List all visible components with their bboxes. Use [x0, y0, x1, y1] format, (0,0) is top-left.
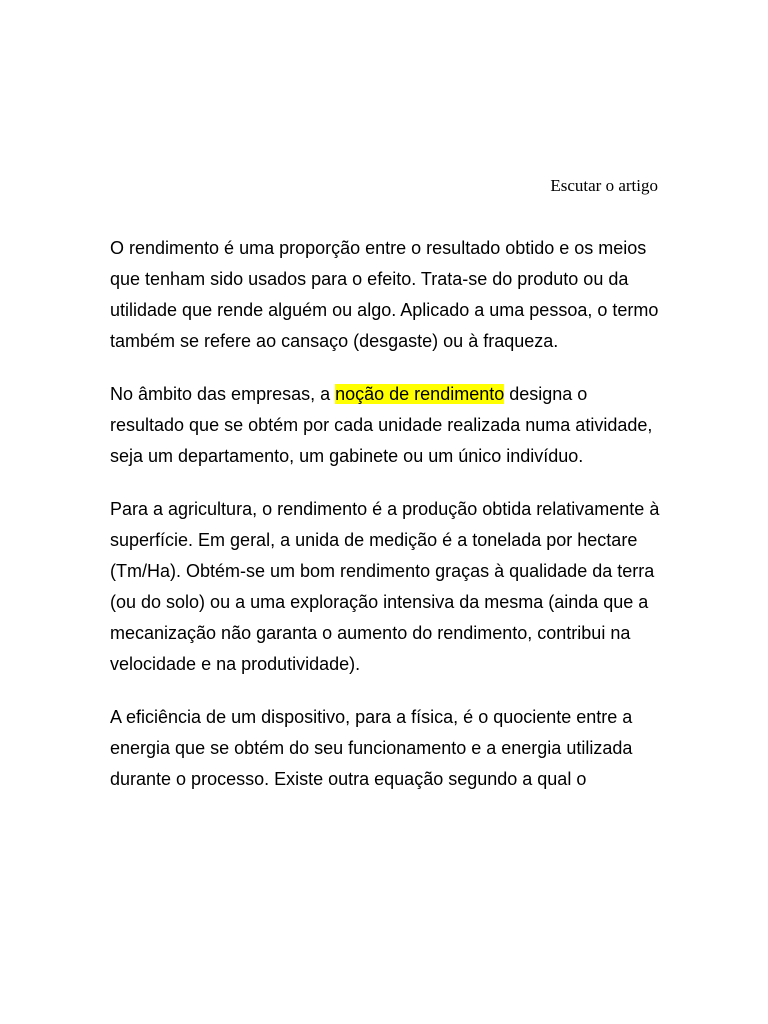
- paragraph-2: [110, 379, 662, 472]
- paragraph-2-text-before: No âmbito das empresas, a: [110, 384, 336, 404]
- paragraph-3: Para a agricultura, o rendimento é a produção obtida relativamente à superfície. Em geral, a unida de medição é a tonelada por hectare (Tm/Ha). Obtém-se um bom rendimento graças à qualidade da terra (ou do solo) ou a uma exploração intensiva da mesma (ainda que a mecanização não garanta o aumento do rendimento, contribui na velocidade e na produtividade).: [110, 499, 660, 674]
- listen-article-link[interactable]: Escutar o artigo: [550, 176, 658, 195]
- paragraph-4: A eficiência de um dispositivo, para a física, é o quociente entre a energia que se obtém do seu funcionamento e a energia utilizada durante o processo. Existe outra equação segundo a qual o: [110, 707, 633, 789]
- paragraph-1: O rendimento é uma proporção entre o resultado obtido e os meios que tenham sido usados para o efeito. Trata-se do produto ou da utilidade que rende alguém ou algo. Aplicado a uma pessoa, o termo também se refere ao cansaço (desgaste) ou à fraqueza.: [110, 238, 659, 351]
- article-body: [110, 233, 662, 817]
- paragraph-2-text-after: designa o resultado que se obtém por cada unidade realizada numa atividade, seja um departamento, um gabinete ou um único indivíduo.: [110, 384, 653, 466]
- highlighted-term[interactable]: noção de rendimento: [335, 384, 505, 404]
